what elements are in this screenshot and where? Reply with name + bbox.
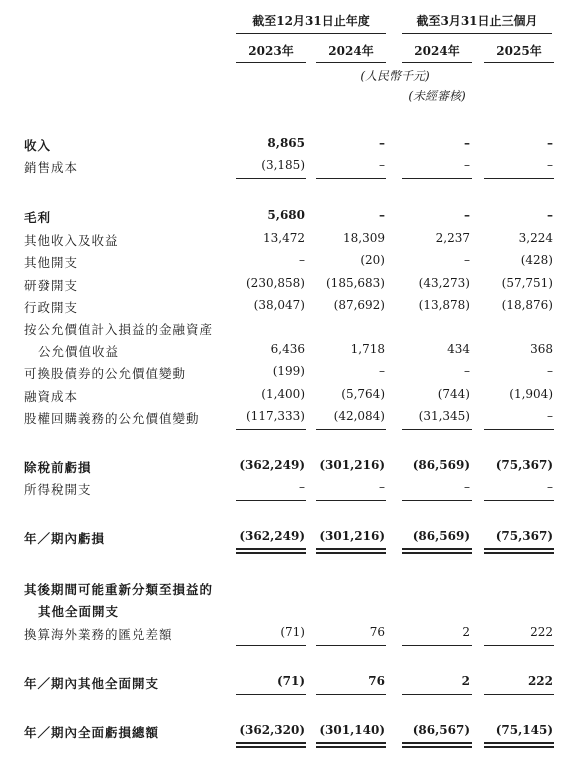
cell-admin-expenses-2023: (38,047) (253, 298, 305, 312)
subtotal-rule-11 (402, 500, 472, 501)
double-rule-4a (484, 548, 554, 550)
cell-income-tax-2024a: – (379, 480, 385, 494)
subtotal-rule-6 (316, 429, 386, 430)
unit-label: (人民幣千元) (360, 69, 430, 83)
subtotal-rule-16 (484, 645, 554, 646)
double-rule-1a (236, 548, 306, 550)
cell-finance-costs-2023: (1,400) (261, 387, 305, 401)
cell-loss-for-period-2025: (75,367) (495, 529, 553, 543)
cell-admin-expenses-2024b: (13,878) (418, 298, 470, 312)
cell-rd-expenses-2023: (230,858) (246, 276, 305, 290)
double-rule-1b (236, 552, 306, 554)
cell-rd-expenses-2024b: (43,273) (418, 276, 470, 290)
year-rule-2 (316, 62, 386, 63)
cell-loss-before-tax-2024a: (301,216) (319, 458, 385, 472)
subtotal-rule-17 (236, 694, 306, 695)
cell-convertible-bonds-2024b: – (464, 364, 470, 378)
year-rule-1 (236, 62, 306, 63)
cell-fair-value-gain-2024a: 1,718 (350, 342, 385, 356)
subtotal-rule-13 (236, 645, 306, 646)
row-label-total-comprehensive-loss: 年／期內全面虧損總額 (24, 725, 160, 740)
subtotal-rule-4 (484, 178, 554, 179)
year-header-2025: 2025年 (496, 44, 542, 58)
cell-repurchase-obligation-2024a: (42,084) (333, 409, 385, 423)
double-rule-3a (402, 548, 472, 550)
cell-fair-value-gain-2023: 6,436 (270, 342, 305, 356)
cell-loss-before-tax-2025: (75,367) (495, 458, 553, 472)
row-label-loss-before-tax: 除稅前虧損 (24, 460, 92, 475)
row-label-income-tax: 所得稅開支 (24, 482, 92, 497)
cell-loss-for-period-2024b: (86,569) (412, 529, 470, 543)
cell-other-income-2025: 3,224 (518, 231, 553, 245)
double-rule-6a (316, 742, 386, 744)
header-group-rule-1 (236, 33, 386, 34)
subtotal-rule-2 (316, 178, 386, 179)
cell-loss-for-period-2023: (362,249) (239, 529, 305, 543)
cell-other-expenses-2023: – (299, 253, 305, 267)
row-label-revenue: 收入 (24, 138, 52, 153)
cell-other-income-2024a: 18,309 (343, 231, 385, 245)
subtotal-rule-10 (316, 500, 386, 501)
cell-finance-costs-2024b: (744) (437, 387, 470, 401)
cell-loss-before-tax-2024b: (86,569) (412, 458, 470, 472)
cell-other-comprehensive-expense-2024b: 2 (461, 674, 470, 688)
subtotal-rule-20 (484, 694, 554, 695)
subtotal-rule-1 (236, 178, 306, 179)
double-rule-7a (402, 742, 472, 744)
cell-other-expenses-2024b: – (464, 253, 470, 267)
cell-rd-expenses-2024a: (185,683) (326, 276, 385, 290)
cell-fair-value-gain-2024b: 434 (447, 342, 470, 356)
double-rule-8b (484, 746, 554, 748)
cell-exchange-differences-2024b: 2 (462, 625, 470, 639)
cell-gross-profit-2024a: – (379, 208, 385, 222)
row-label-other-expenses: 其他開支 (24, 255, 79, 270)
cell-other-comprehensive-expense-2024a: 76 (368, 674, 385, 688)
double-rule-3b (402, 552, 472, 554)
year-rule-3 (402, 62, 472, 63)
row-label-repurchase-obligation: 股權回購義務的公允價值變動 (24, 411, 200, 426)
cell-exchange-differences-2025: 222 (530, 625, 553, 639)
cell-repurchase-obligation-2023: (117,333) (246, 409, 305, 423)
cell-gross-profit-2025: – (547, 208, 553, 222)
cell-repurchase-obligation-2024b: (31,345) (418, 409, 470, 423)
row-label-gross-profit: 毛利 (24, 210, 52, 225)
subtotal-rule-7 (402, 429, 472, 430)
cell-total-comprehensive-loss-2025: (75,145) (495, 723, 553, 737)
subtotal-rule-15 (402, 645, 472, 646)
cell-repurchase-obligation-2025: – (547, 409, 553, 423)
cell-admin-expenses-2025: (18,876) (501, 298, 553, 312)
cell-exchange-differences-2023: (71) (280, 625, 305, 639)
row-label-other-income: 其他收入及收益 (24, 233, 119, 248)
cell-finance-costs-2025: (1,904) (509, 387, 553, 401)
audit-label: (未經審核) (408, 89, 466, 103)
row-label-oci-heading-1: 其後期間可能重新分類至損益的 (24, 582, 214, 597)
subtotal-rule-8 (484, 429, 554, 430)
cell-gross-profit-2023: 5,680 (267, 208, 305, 222)
cell-other-income-2024b: 2,237 (435, 231, 470, 245)
subtotal-rule-19 (402, 694, 472, 695)
double-rule-4b (484, 552, 554, 554)
cell-total-comprehensive-loss-2023: (362,320) (239, 723, 305, 737)
cell-admin-expenses-2024a: (87,692) (333, 298, 385, 312)
row-label-finance-costs: 融資成本 (24, 389, 79, 404)
cell-fair-value-gain-2025: 368 (530, 342, 553, 356)
cell-convertible-bonds-2025: – (547, 364, 553, 378)
year-header-2023: 2023年 (248, 44, 294, 58)
cell-convertible-bonds-2024a: – (379, 364, 385, 378)
year-header-2024b: 2024年 (414, 44, 460, 58)
row-label-cost-of-sales: 銷售成本 (24, 160, 79, 175)
double-rule-5a (236, 742, 306, 744)
row-label-exchange-differences: 換算海外業務的匯兑差額 (24, 627, 173, 642)
year-header-2024a: 2024年 (328, 44, 374, 58)
row-label-rd-expenses: 研發開支 (24, 278, 79, 293)
cell-rd-expenses-2025: (57,751) (501, 276, 553, 290)
cell-revenue-2024b: – (464, 136, 470, 150)
header-group-rule-2 (402, 33, 552, 34)
row-label-oci-heading-2: 其他全面開支 (38, 604, 120, 619)
header-group-year-end: 截至12月31日止年度 (252, 14, 370, 28)
cell-other-comprehensive-expense-2025: 222 (527, 674, 553, 688)
cell-exchange-differences-2024a: 76 (369, 625, 385, 639)
subtotal-rule-9 (236, 500, 306, 501)
cell-other-expenses-2024a: (20) (360, 253, 385, 267)
double-rule-2b (316, 552, 386, 554)
cell-other-comprehensive-expense-2023: (71) (276, 674, 305, 688)
subtotal-rule-18 (316, 694, 386, 695)
subtotal-rule-14 (316, 645, 386, 646)
cell-finance-costs-2024a: (5,764) (341, 387, 385, 401)
cell-total-comprehensive-loss-2024a: (301,140) (319, 723, 385, 737)
cell-other-income-2023: 13,472 (263, 231, 305, 245)
row-label-fair-value-gain: 公允價值收益 (38, 344, 120, 359)
cell-income-tax-2023: – (299, 480, 305, 494)
subtotal-rule-3 (402, 178, 472, 179)
double-rule-7b (402, 746, 472, 748)
row-label-fvtpl-assets: 按公允價值計入損益的金融資產 (24, 322, 214, 337)
double-rule-2a (316, 548, 386, 550)
double-rule-8a (484, 742, 554, 744)
row-label-admin-expenses: 行政開支 (24, 300, 79, 315)
cell-income-tax-2024b: – (464, 480, 470, 494)
cell-gross-profit-2024b: – (464, 208, 470, 222)
cell-revenue-2023: 8,865 (267, 136, 305, 150)
double-rule-5b (236, 746, 306, 748)
cell-cost-of-sales-2025: – (547, 158, 553, 172)
cell-convertible-bonds-2023: (199) (272, 364, 305, 378)
row-label-other-comprehensive-expense: 年／期內其他全面開支 (24, 676, 160, 691)
double-rule-6b (316, 746, 386, 748)
cell-loss-before-tax-2023: (362,249) (239, 458, 305, 472)
cell-cost-of-sales-2023: (3,185) (261, 158, 305, 172)
header-group-three-months: 截至3月31日止三個月 (416, 14, 538, 28)
cell-revenue-2025: – (547, 136, 553, 150)
cell-cost-of-sales-2024a: – (379, 158, 385, 172)
row-label-convertible-bonds: 可換股債券的公允價值變動 (24, 366, 187, 381)
cell-cost-of-sales-2024b: – (464, 158, 470, 172)
year-rule-4 (484, 62, 554, 63)
row-label-loss-for-period: 年／期內虧損 (24, 531, 106, 546)
cell-total-comprehensive-loss-2024b: (86,567) (412, 723, 470, 737)
cell-income-tax-2025: – (547, 480, 553, 494)
cell-revenue-2024a: – (379, 136, 385, 150)
cell-other-expenses-2025: (428) (520, 253, 553, 267)
cell-loss-for-period-2024a: (301,216) (319, 529, 385, 543)
subtotal-rule-12 (484, 500, 554, 501)
subtotal-rule-5 (236, 429, 306, 430)
